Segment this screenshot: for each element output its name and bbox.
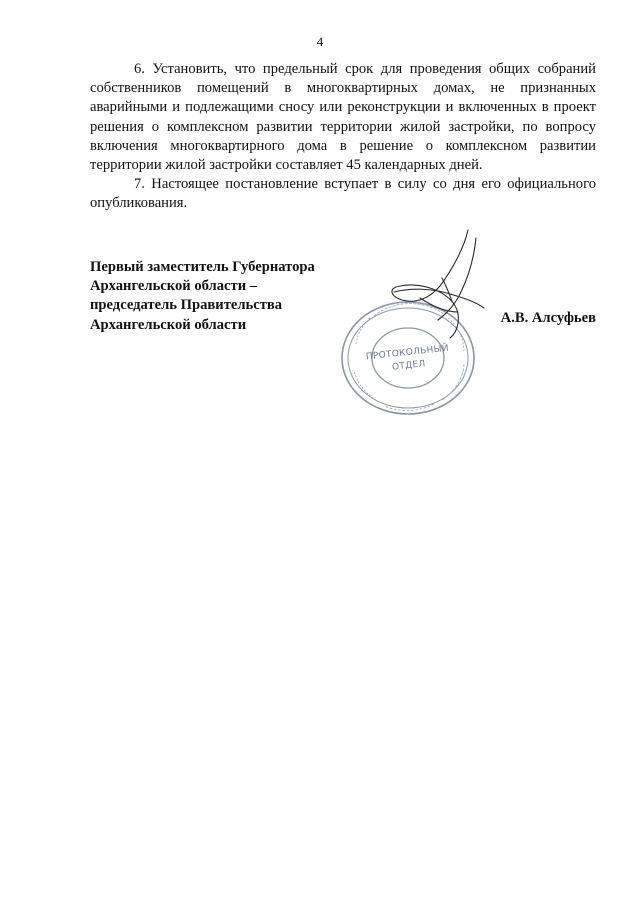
stamp-center-line: ПРОТОКОЛЬНЫЙ	[365, 343, 450, 363]
signatory-position-line: Архангельской области –	[90, 278, 258, 295]
stamp-center-line: ОТДЕЛ	[391, 359, 427, 373]
signatory-position	[90, 258, 360, 335]
signatory-position-line: Первый заместитель Губернатора	[90, 259, 315, 275]
page-number: 4	[316, 34, 324, 49]
signatory-position-line: Архангельской области	[90, 316, 247, 333]
handwritten-signature	[380, 228, 500, 348]
paragraph-7: 7. Настоящее постановление вступает в силу со дня его официального опубликования.	[90, 176, 596, 212]
signer-name: А.В. Алсуфьев	[500, 310, 596, 326]
paragraph-6: 6. Установить, что предельный срок для проведения общих собраний собственников помещений в многоквартирных домах, не признанных аварийными и подлежащими сносу или реконструкции и включенных в проект решения о комплексном развитии территории жилой застройки, по вопросу включения многоквартирного дома в решение о комплексном развитии территории жилой застройки составляет 45 календарных дней.	[90, 61, 596, 174]
signatory-position-line: председатель Правительства	[90, 297, 283, 314]
document-body	[90, 60, 596, 214]
